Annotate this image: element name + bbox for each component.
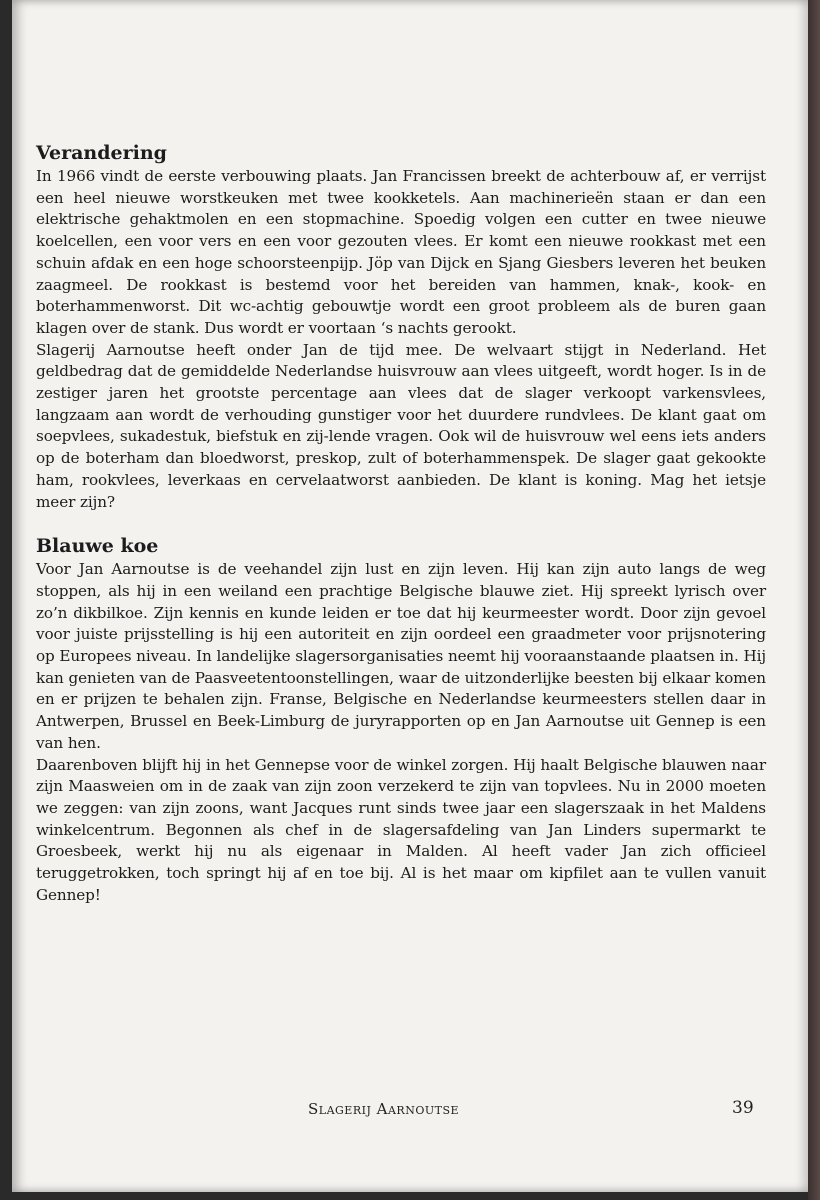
section-heading: Blauwe koe bbox=[36, 535, 159, 558]
paragraph: Voor Jan Aarnoutse is de veehandel zijn lust en zijn leven. Hij kan zijn auto langs de weg stoppen, als hij in een weiland een prachtige Belgische blauwe ziet. Hij spreekt lyrisch over zo’n dikbilkoe. Zijn kennis en kunde leiden er toe dat hij keurmeester wordt. Door zijn gevoel voor juiste prijsstelling is hij een autoriteit en zijn oordeel een graadmeter voor prijsnotering op Europees niveau. In landelijke slagersorganisaties neemt hij vooraanstaande plaatsen in. Hij kan genieten van de Paasveetentoonstellingen, waar de uitzonderlijke beesten bij elkaar komen en er prijzen te behalen zijn. Franse, Belgische en Nederlandse keurmeesters stellen daar in Antwerpen, Brussel en Beek-Limburg de juryrapporten op en Jan Aarnoutse uit Gennep is een van hen. bbox=[36, 560, 766, 752]
book-page bbox=[12, 0, 808, 1192]
paragraph: In 1966 vindt de eerste verbouwing plaats. Jan Francissen breekt de achterbouw af, er verrijst een heel nieuwe worstkeuken met twee kookketels. Aan machinerieën staan er dan een elektrische gehaktmolen en een stopmachine. Spoedig volgen een cutter en twee nieuwe koelcellen, een voor vers en een voor gezouten vlees. Er komt een nieuwe rookkast met een schuin afdak en een hoge schoorsteenpijp. Jöp van Dijck en Sjang Giesbers leveren het beuken zaagmeel. De rookkast is bestemd voor het bereiden van hammen, knak-, kook- en boterhammenworst. Dit wc-achtig gebouwtje wordt een groot probleem als de buren gaan klagen over de stank. Dus wordt er voortaan ‘s nachts gerookt. bbox=[36, 167, 766, 337]
page-content bbox=[36, 140, 766, 907]
section-blauwe-koe bbox=[36, 533, 766, 906]
paragraph: Slagerij Aarnoutse heeft onder Jan de tijd mee. De welvaart stijgt in Nederland. Het geldbedrag dat de gemiddelde Nederlandse huisvrouw aan vlees uitgeeft, wordt hoger. Is in de zestiger jaren het grootste percentage aan vlees dat de slager verkoopt varkensvlees, langzaam aan wordt de verhouding gunstiger voor het duurdere rundvlees. De klant gaat om soepvlees, sukadestuk, biefstuk en zij-lende vragen. Ook wil de huisvrouw wel eens iets anders op de boterham dan bloedworst, preskop, zult of boterhammenspek. De slager gaat gekookte ham, rookvlees, leverkaas en cervelaatworst aanbieden. De klant is koning. Mag het ietsje meer zijn? bbox=[36, 340, 766, 511]
page-number: 39 bbox=[732, 1098, 754, 1118]
running-footer-title: Slagerij Aarnoutse bbox=[308, 1100, 460, 1118]
page-edge bbox=[808, 0, 820, 1200]
section-heading: Verandering bbox=[36, 142, 167, 164]
section-verandering bbox=[36, 140, 766, 513]
paragraph: Daarenboven blijft hij in het Gennepse voor de winkel zorgen. Hij haalt Belgische blauwen naar zijn Maasweien om in de zaak van zijn zoon verzekerd te zijn van topvlees. Nu in 2000 moeten we zeggen: van zijn zoons, want Jacques runt sinds twee jaar een slagerszaak in het Maldens winkelcentrum. Begonnen als chef in de slagersafdeling van Jan Linders supermarkt te Groesbeek, werkt hij nu als eigenaar in Malden. Al heeft vader Jan zich officieel teruggetrokken, toch springt hij af en toe bij. Al is het maar om kipfilet aan te vullen vanuit Gennep! bbox=[36, 755, 766, 904]
